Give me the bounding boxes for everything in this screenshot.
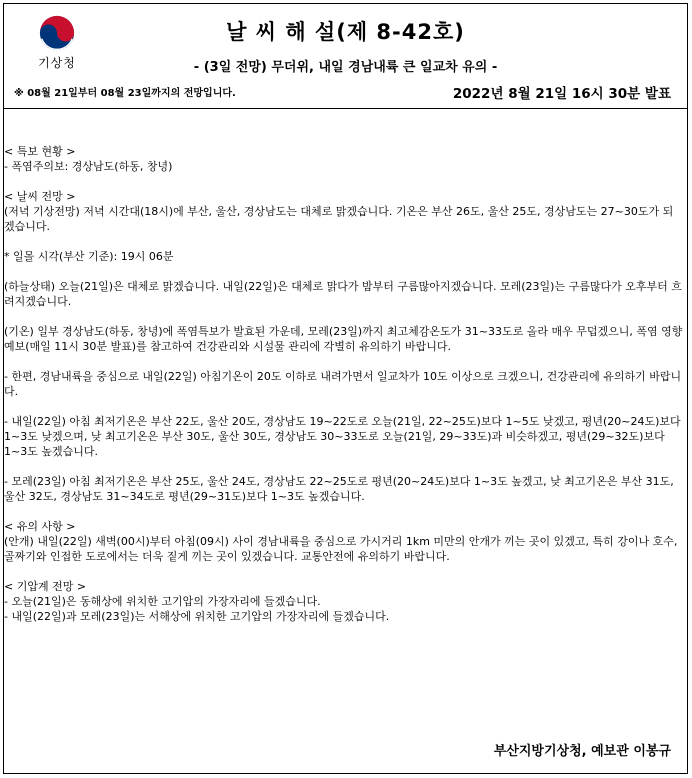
outlook-evening: (저녁 기상전망) 저녁 시간대(18시)에 부산, 울산, 경상남도는 대체로 맑겠습니다. 기온은 부산 26도, 울산 25도, 경상남도는 27~30도가 되겠습니다. bbox=[4, 205, 674, 233]
section-title-weather-outlook: < 날씨 전망 > bbox=[4, 190, 76, 203]
logo-label: 기상청 bbox=[38, 56, 76, 70]
outlook-diurnal-range: - 한편, 경남내륙을 중심으로 내일(22일) 아침기온이 20도 이하로 내려가면서 일교차가 10도 이상으로 크겠으니, 건강관리에 유의하기 바랍니다. bbox=[4, 370, 682, 398]
outlook-tomorrow-temps: - 내일(22일) 아침 최저기온은 부산 22도, 울산 20도, 경상남도 19~22도로 오늘(21일, 22~25도)보다 1~5도 낮겠고, 평년(20~24도)보다 1~3도 낮겠으며, 낮 최고기온은 부산 30도, 울산 30도, 경상남도 30~33도로 오늘(21일, 29~33도)과 비슷하겠고, 평년(29~32도)보다 1~3도 높겠습니다. bbox=[4, 415, 681, 458]
outlook-sky: (하늘상태) 오늘(21일)은 대체로 맑겠습니다. 내일(22일)은 대체로 맑다가 밤부터 구름많아지겠습니다. 모레(23일)는 구름많다가 오후부터 흐려지겠습니다. bbox=[4, 280, 682, 308]
pressure-line-today: - 오늘(21일)은 동해상에 위치한 고기압의 가장자리에 들겠습니다. bbox=[4, 595, 321, 608]
section-title-special-report: < 특보 현황 > bbox=[4, 145, 76, 158]
section-title-caution: < 유의 사항 > bbox=[4, 520, 76, 533]
caution-fog: (안개) 내일(22일) 새벽(00시)부터 아침(09시) 사이 경남내륙을 중심으로 가시거리 1km 미만의 안개가 끼는 곳이 있겠고, 특히 강이나 호수, 골짜기와 인접한 도로에서는 더욱 짙게 끼는 곳이 있겠습니다. 교통안전에 유의하기 바랍니다. bbox=[4, 535, 678, 563]
forecaster-signature: 부산지방기상청, 예보관 이봉규 bbox=[493, 744, 671, 759]
document-body bbox=[4, 144, 683, 624]
issued-datetime: 2022년 8월 21일 16시 30분 발표 bbox=[452, 86, 671, 102]
pressure-line-tomorrow: - 내일(22일)과 모레(23일)는 서해상에 위치한 고기압의 가장자리에 들겠습니다. bbox=[4, 610, 390, 623]
special-report-line: - 폭염주의보: 경상남도(하동, 창녕) bbox=[4, 160, 173, 173]
forecast-period-note: ※ 08월 21일부터 08월 23일까지의 전망입니다. bbox=[14, 88, 236, 99]
outlook-sunset: * 일몰 시각(부산 기준): 19시 06분 bbox=[4, 250, 174, 263]
document-frame bbox=[3, 3, 688, 774]
document-subtitle: - (3일 전망) 무더위, 내일 경남내륙 큰 일교차 유의 - bbox=[193, 60, 498, 75]
document-title: 날 씨 해 설(제 8-42호) bbox=[226, 20, 465, 44]
section-title-pressure: < 기압계 전망 > bbox=[4, 580, 87, 593]
document-header bbox=[4, 4, 687, 109]
outlook-day-after-temps: - 모레(23일) 아침 최저기온은 부산 25도, 울산 24도, 경상남도 22~25도로 평년(20~24도)보다 1~3도 높겠고, 낮 최고기온은 부산 31도, 울산 32도, 경상남도 31~34도로 평년(29~31도)보다 1~3도 높겠습니다. bbox=[4, 475, 674, 503]
outlook-temperature: (기온) 일부 경상남도(하동, 창녕)에 폭염특보가 발효된 가운데, 모레(23일)까지 최고체감온도가 31~33도로 올라 매우 무덥겠으니, 폭염 영향예보(매일 11시 30분 발표)를 참고하여 건강관리와 시설물 관리에 각별히 유의하기 바랍니다. bbox=[4, 325, 683, 353]
